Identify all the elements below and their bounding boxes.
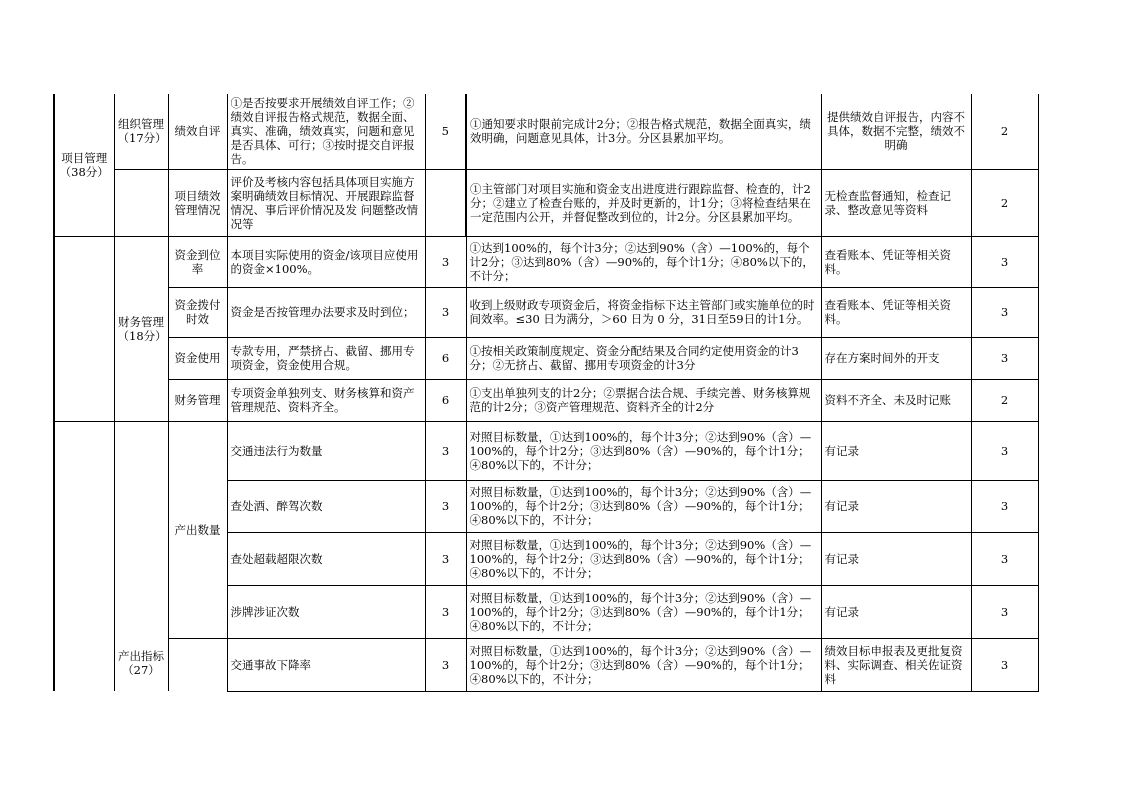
description-cell: 专项资金单独列支、财务核算和资产管理规范、资料齐全。 (227, 379, 425, 421)
score-cell: 3 (971, 638, 1038, 691)
evidence-cell: 存在方案时间外的开支 (821, 337, 971, 379)
description-cell: 涉牌涉证次数 (227, 585, 425, 638)
standard-cell: ①主管部门对项目实施和资金支出进度进行跟踪监督、检查的，计2分；②建立了检查台账的，并及时更新的，计1分；③将检查结果在一定范围内公开，并督促整改到位的，计2分。分区县累加平均。 (466, 169, 821, 236)
description-cell: 查处酒、醉驾次数 (227, 480, 425, 532)
weight-cell: 5 (425, 94, 466, 169)
evidence-cell: 有记录 (821, 532, 971, 585)
description-cell: 本项目实际使用的资金/该项目应使用的资金×100%。 (227, 236, 425, 287)
description-cell: 交通违法行为数量 (227, 421, 425, 480)
standard-cell: ①按相关政策制度规定、资金分配结果及合同约定使用资金的计3分；②无挤占、截留、挪用专项资金的计3分 (466, 337, 821, 379)
group-cell: 财务管理（18分） (114, 236, 168, 421)
indicator-cell: 项目绩效管理情况 (168, 169, 227, 236)
score-cell: 3 (971, 480, 1038, 532)
standard-cell: 对照目标数量，①达到100%的，每个计3分；②达到90%（含）—100%的，每个计2分；③达到80%（含）—90%的，每个计1分；④80%以下的，不计分； (466, 585, 821, 638)
weight-cell: 3 (425, 236, 466, 287)
indicator-cell: 绩效自评 (168, 94, 227, 169)
group-cell: 组织管理（17分） (114, 94, 168, 169)
description-cell: 评价及考核内容包括具体项目实施方案明确绩效目标情况、开展跟踪监督情况、事后评价情况及发 问题整改情况等 (227, 169, 425, 236)
score-cell: 3 (971, 236, 1038, 287)
weight-cell: 3 (425, 585, 466, 638)
score-cell: 3 (971, 421, 1038, 480)
weight-cell: 3 (425, 287, 466, 337)
weight-cell (425, 169, 466, 236)
score-cell: 2 (971, 94, 1038, 169)
evidence-cell: 有记录 (821, 585, 971, 638)
weight-cell: 3 (425, 480, 466, 532)
evidence-cell: 有记录 (821, 421, 971, 480)
indicator-cell: 资金到位率 (168, 236, 227, 287)
weight-cell: 6 (425, 379, 466, 421)
subgroup-cell-empty (168, 638, 227, 691)
table-row (54, 169, 1038, 236)
description-cell: ①是否按要求开展绩效自评工作；②绩效自评报告格式规范，数据全面、真实、准确，绩效真实，问题和意见是否具体、可行；③按时提交自评报告。 (227, 94, 425, 169)
evidence-cell: 有记录 (821, 480, 971, 532)
description-cell: 资金是否按管理办法要求及时到位； (227, 287, 425, 337)
standard-cell: 对照目标数量，①达到100%的，每个计3分；②达到90%（含）—100%的，每个计2分；③达到80%（含）—90%的，每个计1分；④80%以下的，不计分； (466, 421, 821, 480)
description-cell: 专款专用，严禁挤占、截留、挪用专项资金，资金使用合规。 (227, 337, 425, 379)
evidence-cell: 查看账本、凭证等相关资料。 (821, 236, 971, 287)
score-cell: 2 (971, 379, 1038, 421)
evidence-cell: 查看账本、凭证等相关资料。 (821, 287, 971, 337)
evidence-cell: 无检查监督通知，检查记录、整改意见等资料 (821, 169, 971, 236)
score-cell: 3 (971, 337, 1038, 379)
standard-cell: 收到上级财政专项资金后，将资金指标下达主管部门或实施单位的时间效率。≤30 日为满分，＞60 日为 0 分，31日至59日的计1分。 (466, 287, 821, 337)
indicator-cell: 资金拨付时效 (168, 287, 227, 337)
weight-cell: 6 (425, 337, 466, 379)
table-row (54, 287, 1038, 337)
evaluation-table (53, 94, 1039, 692)
description-cell: 交通事故下降率 (227, 638, 425, 691)
score-cell: 3 (971, 585, 1038, 638)
score-cell: 3 (971, 287, 1038, 337)
description-cell: 查处超载超限次数 (227, 532, 425, 585)
table-row (54, 638, 1038, 691)
table-row (54, 337, 1038, 379)
table-row (54, 94, 1038, 169)
standard-cell: 对照目标数量，①达到100%的，每个计3分；②达到90%（含）—100%的，每个计2分；③达到80%（含）—90%的，每个计1分；④80%以下的，不计分； (466, 532, 821, 585)
indicator-cell: 财务管理 (168, 379, 227, 421)
standard-cell: 对照目标数量，①达到100%的，每个计3分；②达到90%（含）—100%的，每个计2分；③达到80%（含）—90%的，每个计1分；④80%以下的，不计分； (466, 638, 821, 691)
weight-cell: 3 (425, 638, 466, 691)
standard-cell: ①支出单独列支的计2分；②票据合法合规、手续完善、财务核算规范的计2分；③资产管理规范、资料齐全的计2分 (466, 379, 821, 421)
weight-cell: 3 (425, 532, 466, 585)
section-cell-empty (54, 236, 114, 421)
score-cell: 2 (971, 169, 1038, 236)
score-cell: 3 (971, 532, 1038, 585)
group-cell: 产出指标（27） (114, 421, 168, 691)
group-cell-empty (114, 169, 168, 236)
table-row (54, 421, 1038, 480)
evidence-cell: 提供绩效自评报告，内容不具体，数据不完整，绩效不明确 (821, 94, 971, 169)
section-cell-empty (54, 421, 114, 691)
section-cell: 项目管理（38分） (54, 94, 114, 236)
indicator-cell: 资金使用 (168, 337, 227, 379)
evidence-cell: 资料不齐全、未及时记账 (821, 379, 971, 421)
table-row (54, 236, 1038, 287)
weight-cell: 3 (425, 421, 466, 480)
table-row (54, 379, 1038, 421)
evidence-cell: 绩效目标申报表及更批复资料、实际调查、相关佐证资料 (821, 638, 971, 691)
subgroup-cell: 产出数量 (168, 421, 227, 638)
standard-cell: ①达到100%的，每个计3分；②达到90%（含）—100%的，每个计2分；③达到80%（含）—90%的，每个计1分；④80%以下的，不计分； (466, 236, 821, 287)
standard-cell: 对照目标数量，①达到100%的，每个计3分；②达到90%（含）—100%的，每个计2分；③达到80%（含）—90%的，每个计1分；④80%以下的，不计分； (466, 480, 821, 532)
standard-cell: ①通知要求时限前完成计2分；②报告格式规范，数据全面真实，绩效明确，问题意见具体，计3分。分区县累加平均。 (466, 94, 821, 169)
